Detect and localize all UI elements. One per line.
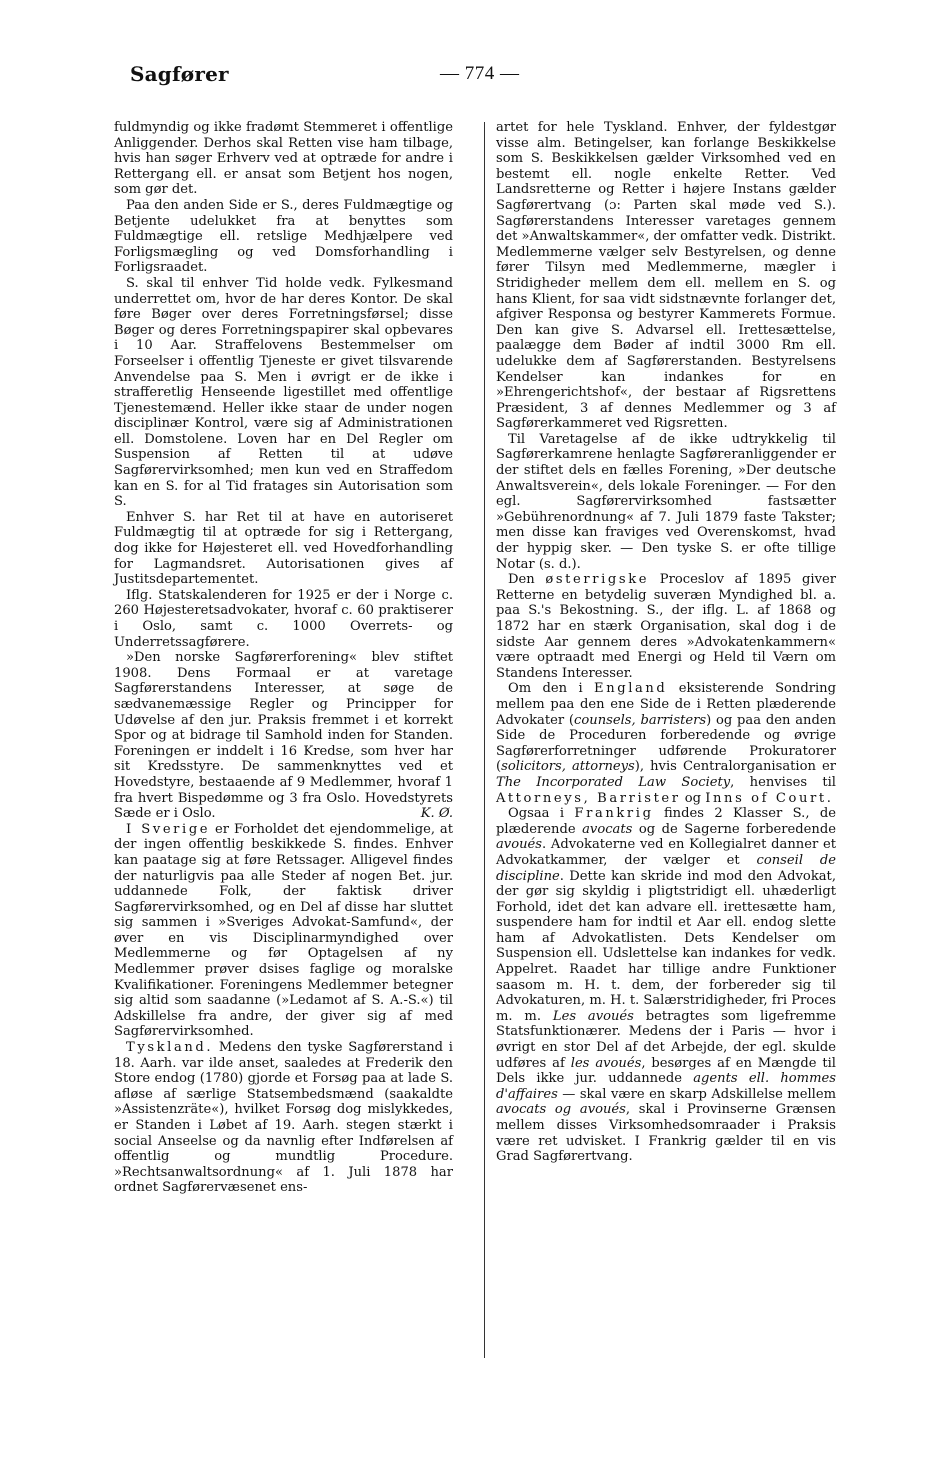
italic-term: agents ell. hommes d'affaires bbox=[496, 1071, 836, 1102]
text-run: , besørges af en Mængde til Dels ikke jur. uddannede bbox=[496, 1055, 836, 1087]
text-run: betragtes som ligefremme Statsfunktionærer. Medens der i Paris — hvor i øvrigt en stor Del af det Arbejde, der egl. skulde udføres af bbox=[496, 1008, 836, 1071]
paragraph: Til Varetagelse af de ikke udtrykkelig til Sagførerkamrene henlagte Sagføreranliggender er der stiftet dels en fælles Forening, »Der deutsche Anwaltsverein«, dels lokale Foreninger. — For den egl. Sagførervirksomhed fastsætter »Gebührenordnung« af 7. Juli 1879 faste Takster; men disse kan fraviges ved Overenskomst, hvad der hyppig sker. — Den tyske S. er ofte tillige Notar (s. d.). bbox=[496, 431, 836, 572]
paragraph: artet for hele Tyskland. Enhver, der fyldestgør visse alm. Betingelser, kan forlange Beskikkelse som S. Beskikkelsen gælder Virksomhed ved en bestemt ell. nogle enkelte Retter. Ved Landsretterne og Retter i højere Instans gælder Sagførertvang (ɔ: Parten skal møde ved S.). Sagførerstandens Interesser varetages gennem det »Anwaltskammer«, der omfatter vedk. Distrikt. Medlemmerne vælger selv Bestyrelsen, og denne fører Tilsyn med Medlemmerne, mægler i Stridigheder mellem dem ell. mellem en S. og hans Klient, for saa vidt sidstnævnte forlanger det, afgiver Responsa og bestyrer Kammerets Formue. Den kan give S. Advarsel ell. Irettesættelse, paalægge dem Bøder af indtil 3000 Rm ell. udelukke dem af Sagførerstanden. Bestyrelsens Kendelser kan indankes for en »Ehrengerichtshof«, der bestaar af Rigsrettens Præsident, 3 af dennes Medlemmer og 3 af Sagførerkammeret ved Rigsretten. bbox=[496, 120, 837, 432]
left-column bbox=[114, 120, 453, 1196]
paragraph bbox=[496, 681, 836, 806]
page-number: — 774 — bbox=[440, 63, 520, 84]
italic-term: les avoués bbox=[570, 1055, 642, 1071]
paragraph: Enhver S. har Ret til at have en autoriseret Fuldmægtig til at optræde for sig i Rettergang, dog ikke for Højesteret ell. ved Hovedforhandling for Lagmandsret. Autorisationen gives af Justitsdepartementet. bbox=[114, 509, 453, 588]
paragraph bbox=[114, 822, 453, 1040]
column-divider bbox=[484, 122, 485, 1358]
paragraph: Iflg. Statskalenderen for 1925 er der i Norge c. 260 Højesteretsadvokater, hvoraf c. 60 praktiserer i Oslo, samt c. 1000 Overrets- og Underretssagførere. bbox=[114, 587, 453, 650]
paragraph: fuldmyndig og ikke fradømt Stemmeret i offentlige Anliggender. Derhos skal Retten vise ham tilbage, hvis han søger Erhverv ved at optræde for andre i Rettergang ell. er ansat som Betjent hos nogen, som gør det. bbox=[114, 120, 453, 198]
text-run: — skal være en skarp Adskillelse mellem bbox=[557, 1086, 836, 1102]
running-head: Sagfører bbox=[130, 62, 229, 86]
paragraph bbox=[496, 572, 836, 681]
spaced-heading: I Sverige bbox=[126, 821, 211, 837]
text-run: Proceslov af 1895 giver Retterne en betydelig suveræn Myndighed bl. a. paa S.'s Bekostning. S., der iflg. L. af 1868 og 1872 har en stærk Organisation, skal dog i de sidste Aar gennem deres »Advokatenkammern« være optraadt med Energi og Held til Værn om Standens Interesser. bbox=[496, 572, 837, 681]
italic-term: avocats bbox=[582, 821, 633, 837]
paragraph: Paa den anden Side er S., deres Fuldmægtige og Betjente udelukket fra at benyttes som Fuldmægtige ell. retslige Medhjælpere ved Forligsmægling og ved Domsforhandling i Forligsraadet. bbox=[114, 197, 453, 276]
italic-term: avoués bbox=[496, 837, 542, 853]
text-run: ) og paa den anden Side de Proceduren forberedende og øvrige Sagførerforretninger udførende Prokuratorer ( bbox=[496, 712, 837, 775]
paragraph bbox=[114, 1040, 453, 1196]
spaced-reference: Attorneys, Barrister bbox=[496, 790, 681, 806]
right-column bbox=[496, 120, 836, 1165]
paragraph-text: »Den norske Sagførerforening« blev stiftet 1908. Dens Formaal er at varetage Sagførerstandens Interesser, at søge de sædvanemæssige Regler og Principper for Udøvelse af den jur. Praksis fremmet i et korrekt Spor og at bidrage til Samhold inden for Standen. Foreningen er inddelt i 16 Kredse, som hver har sit Kredsstyre. De sammenknyttes ved et Hovedstyre, bestaaende af 9 Medlemmer, hvoraf 1 fra hvert Bispedømme og 3 fra Oslo. Hovedstyrets Sæde er i Oslo. bbox=[114, 650, 453, 822]
italic-term: conseil de discipline bbox=[496, 852, 836, 884]
text-run: , henvises til bbox=[730, 774, 836, 790]
text-run: Om den i bbox=[508, 681, 595, 697]
text-run: og de Sagerne forberedende bbox=[632, 821, 836, 837]
text-run: eksisterende Sondring mellem paa den ene Side de i Retten plæderende Advokater ( bbox=[496, 681, 836, 728]
spaced-heading: østerrigske bbox=[545, 572, 650, 588]
text-run: Den bbox=[508, 572, 546, 588]
text-run: , skal i Provinserne Grænsen mellem disses Virksomhedsomraader i Praksis være ret udvisket. I Frankrig gælder til en vis Grad Sagførertvang. bbox=[496, 1102, 836, 1165]
text-run: . Dette kan skride ind mod den Advokat, der gør sig skyldig i pligtstridigt ell. uhæderligt Forhold, idet det kan advare ell. irettesætte ham, suspendere ham for indtil et Aar ell. endog slette ham af Advokatlisten. Dets Kendelser om Suspension ell. Udslettelse kan indankes for vedk. Appelret. Raadet har tillige andre Funktioner saasom m. H. t. dem, der forbereder sig til Advokaturen, m. H. t. Salærstridigheder, fri Proces m. m. bbox=[496, 868, 836, 1024]
spaced-heading: Tyskland. bbox=[126, 1040, 214, 1056]
italic-term: counsels, barristers bbox=[574, 712, 707, 728]
paragraph-text: Medens den tyske Sagførerstand i 18. Aarh. var ilde anset, saaledes at Frederik den Store endog (1780) gjorde et Forsøg paa at lade S. afløse af særlige Statsembedsmænd (saakaldte »Assistenzräte«), hvilket Forsøg dog mislykkedes, er Standen i Løbet af 19. Aarh. stegen stærkt i social Anseelse og da navnlig efter Indførelsen af offentlig og mundtlig Procedure. »Rechtsanwaltsordnung« af 1. Juli 1878 har ordnet Sagførervæsenet ens- bbox=[114, 1040, 453, 1196]
italic-term: solicitors, attorneys bbox=[501, 759, 635, 775]
italic-term: avocats og avoués bbox=[496, 1102, 626, 1118]
page-header bbox=[120, 62, 806, 92]
paragraph bbox=[114, 650, 453, 822]
paragraph-text: er Forholdet det ejendommelige, at der ingen offentlig beskikkede S. findes. Enhver kan paatage sig at føre Retssager. Alligevel findes der naturligvis paa alle Steder af nogen Bet. jur. uddannede Folk, der faktisk driver Sagførervirksomhed, og en Del af disse har sluttet sig sammen i »Sveriges Advokat-Samfund«, der øver en vis Disciplinarmyndighed over Medlemmerne og før Optagelsen af ny Medlemmer prøver dsises faglige og moralske Kvalifikationer. Foreningens Medlemmer betegner sig altid som saadanne (»Ledamot af S. A.-S.«) til Adskillelse fra andre, der giver sig af med Sagførervirksomhed. bbox=[114, 821, 453, 1040]
paragraph: S. skal til enhver Tid holde vedk. Fylkesmand underrettet om, hvor de har deres Kontor. De skal føre Bøger over deres Forretningsførsel; disse Bøger og deres Forretningspapirer skal opbevares i 10 Aar. Straffelovens Bestemmelser om Forseelser i offentlig Tjeneste er givet tilsvarende Anvendelse paa S. Men i øvrigt er de ikke i strafferetlig Henseende ligestillet med offentlige Tjenestemænd. Heller ikke staar de under nogen disciplinær Kontrol, være sig af Administrationen ell. Domstolene. Loven har en Del Regler om Suspension af Retten til at udøve Sagførervirksomhed; men kun ved en Straffedom kan en S. for al Tid fratages sin Autorisation som S. bbox=[114, 275, 453, 510]
text-run: . Advokaterne ved en Kollegialret danner et Advokatkammer, der vælger et bbox=[496, 837, 836, 868]
italic-term: Les avoués bbox=[552, 1008, 634, 1024]
spaced-reference: Inns of Court. bbox=[705, 790, 834, 806]
italic-term: The Incorporated Law Society bbox=[496, 774, 731, 790]
spaced-heading: England bbox=[594, 681, 668, 697]
text-run: findes 2 Klasser S., de plæderende bbox=[496, 806, 836, 837]
text-run: og bbox=[680, 790, 706, 806]
author-signature: K. Ø. bbox=[420, 806, 453, 822]
text-run: Ogsaa i bbox=[508, 806, 575, 822]
spaced-heading: Frankrig bbox=[574, 806, 654, 822]
paragraph bbox=[496, 806, 836, 1165]
text-run: ), hvis Centralorganisation er bbox=[634, 759, 837, 775]
